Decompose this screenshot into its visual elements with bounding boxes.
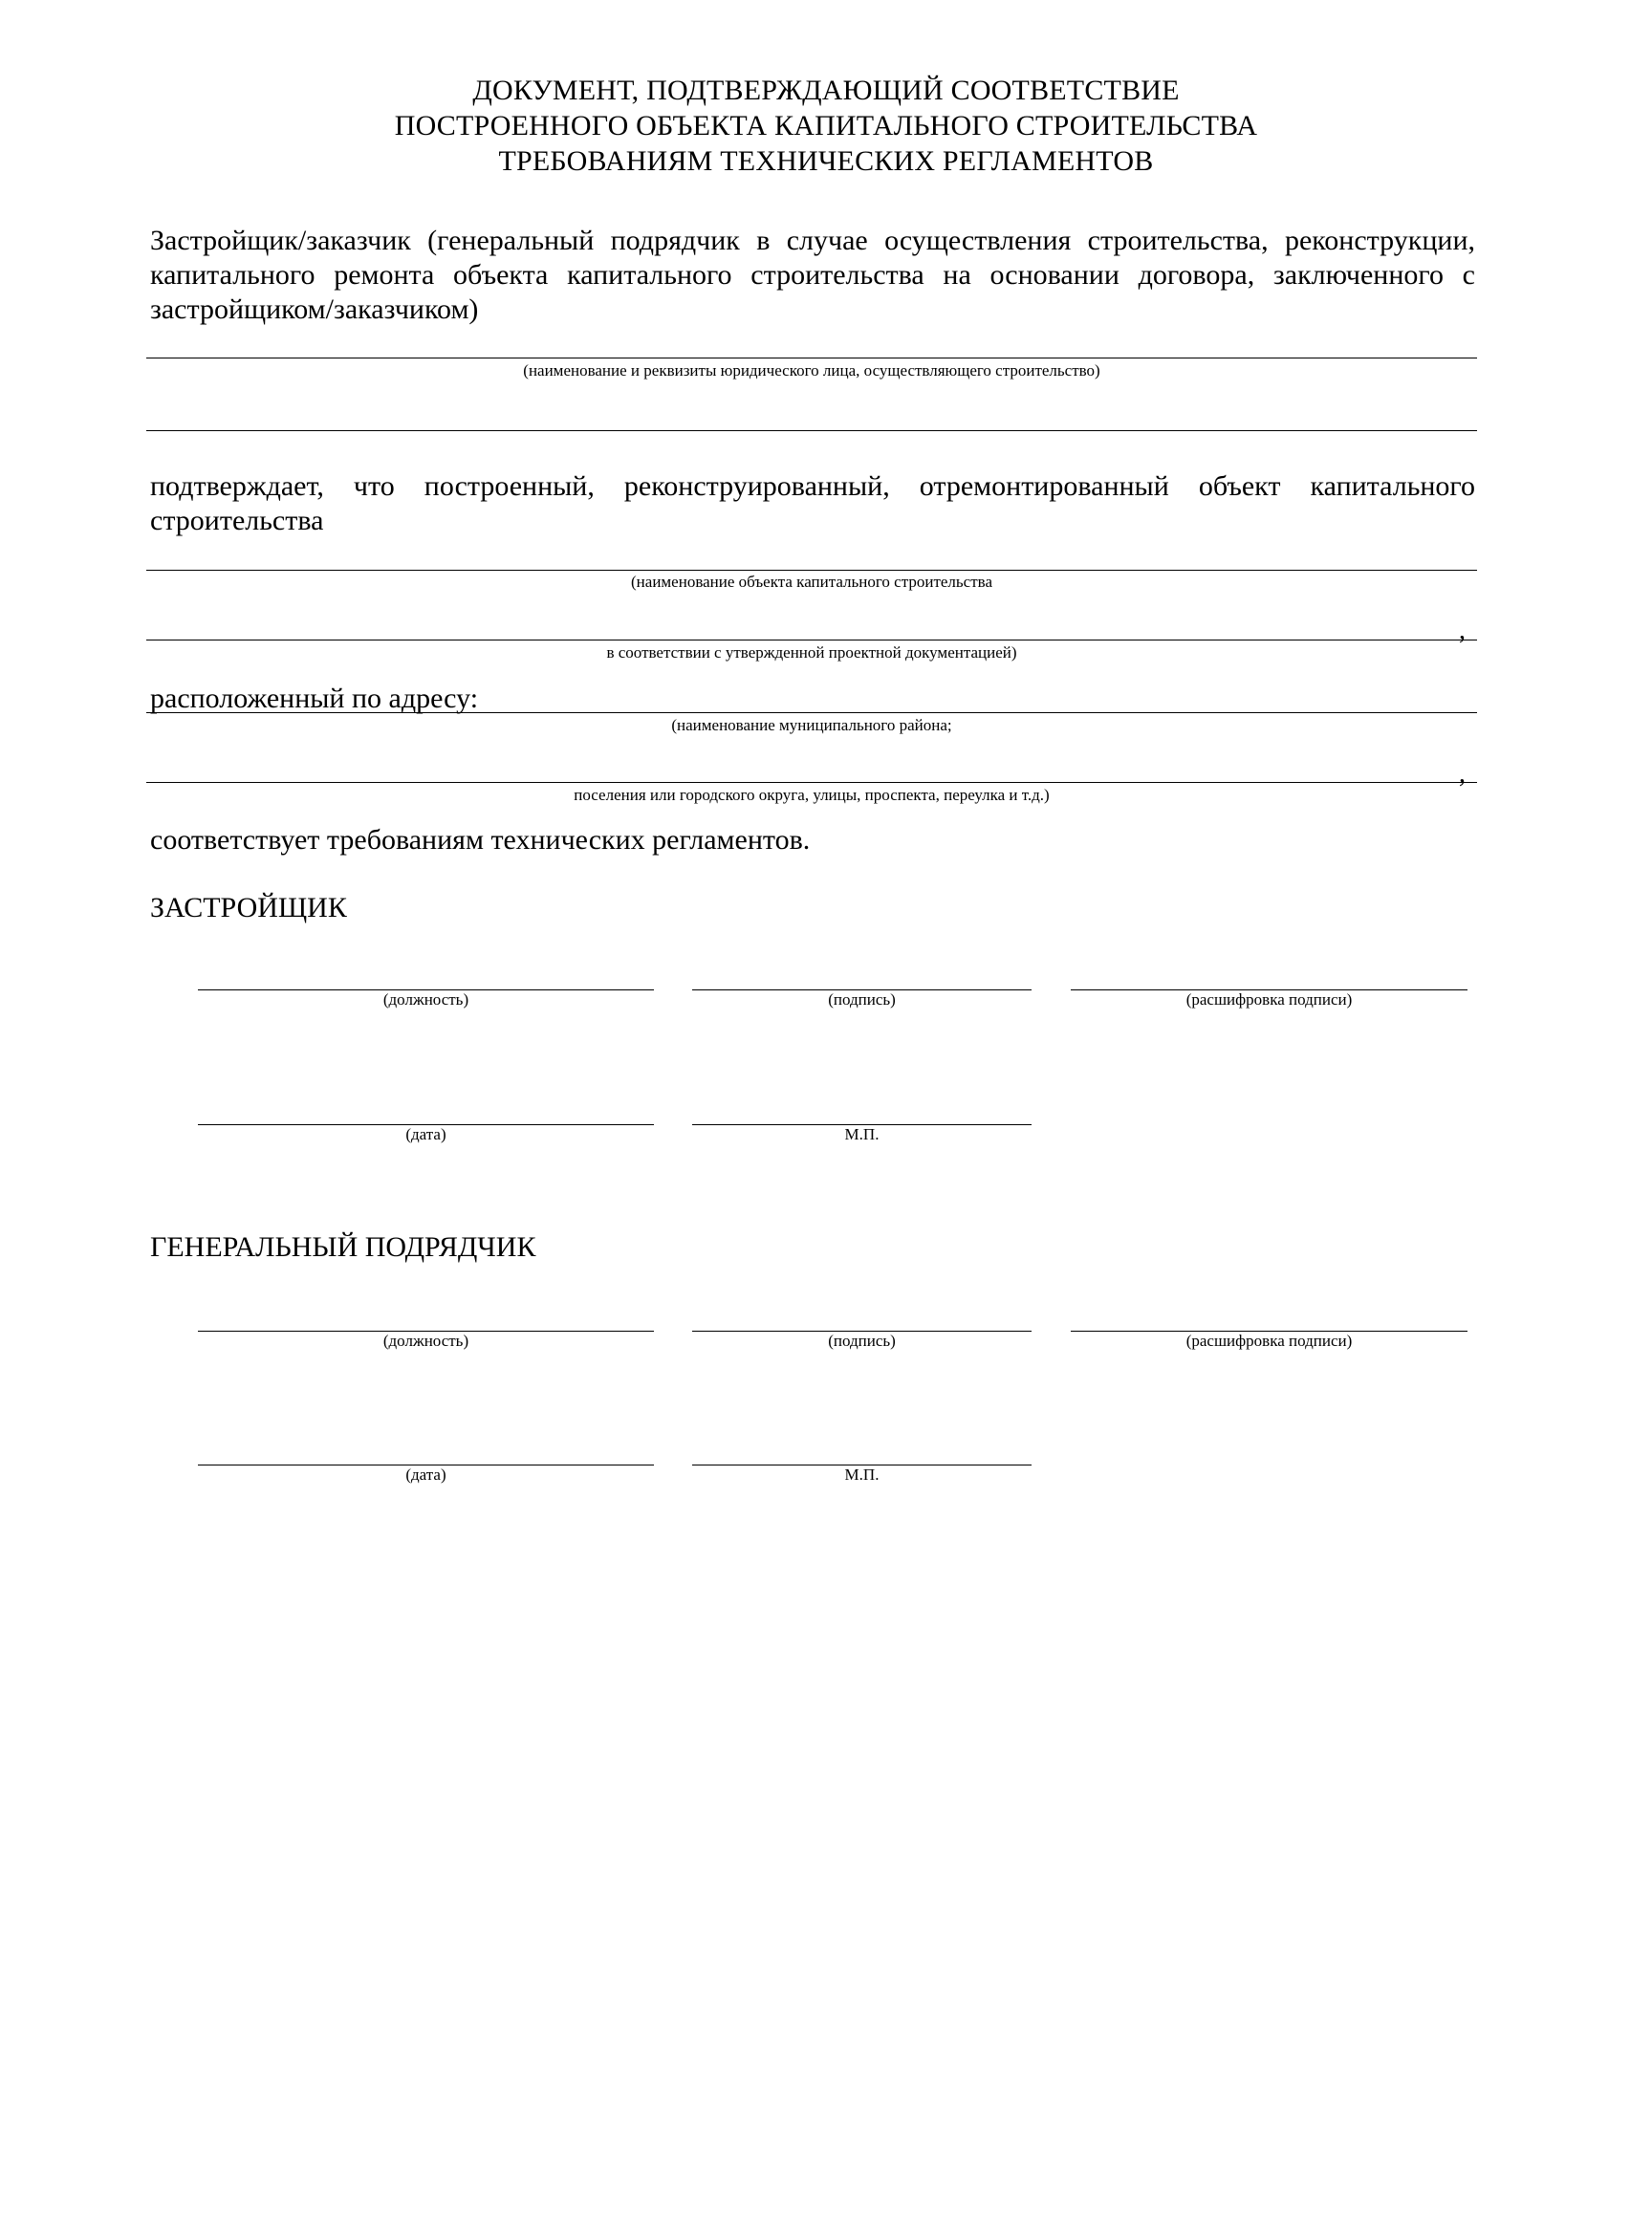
object-name-line[interactable] [146, 570, 1477, 571]
contractor-decoding-caption: (расшифровка подписи) [1185, 1332, 1353, 1350]
contractor-stamp-caption: М.П. [844, 1465, 880, 1484]
builder-stamp-caption: М.П. [844, 1125, 880, 1143]
document-title-line-1: ДОКУМЕНТ, ПОДТВЕРЖДАЮЩИЙ СООТВЕТСТВИЕ [472, 75, 1180, 106]
legal-entity-line-2[interactable] [146, 430, 1477, 431]
contractor-signature-caption: (подпись) [828, 1332, 896, 1350]
address-label: расположенный по адресу: [150, 683, 479, 714]
object-name-caption: (наименование объекта капитального строительства [631, 573, 992, 591]
settlement-caption: поселения или городского округа, улицы, проспекта, переулка и т.д.) [574, 786, 1050, 804]
builder-signature-caption: (подпись) [828, 990, 896, 1009]
confirms-paragraph: подтверждает, что построенный, реконструированный, отремонтированный объект капитального строительства [150, 470, 1475, 536]
builder-date-caption: (дата) [405, 1125, 446, 1143]
settlement-line[interactable] [146, 782, 1477, 783]
builder-position-caption: (должность) [382, 990, 469, 1009]
legal-entity-caption: (наименование и реквизиты юридического лица, осуществляющего строительство) [523, 361, 1100, 380]
contractor-position-caption: (должность) [382, 1332, 469, 1350]
comma-mark-2: , [1459, 759, 1466, 789]
contractor-date-caption: (дата) [405, 1465, 446, 1484]
document-title-line-2: ПОСТРОЕННОГО ОБЪЕКТА КАПИТАЛЬНОГО СТРОИТЕЛЬСТВА [394, 110, 1258, 141]
builder-heading: ЗАСТРОЙЩИК [150, 892, 347, 923]
municipal-caption: (наименование муниципального района; [671, 716, 952, 734]
builder-decoding-caption: (расшифровка подписи) [1185, 990, 1353, 1009]
intro-paragraph: Застройщик/заказчик (генеральный подрядчик в случае осуществления строительства, реконструкции, капитального ремонта объекта капитального строительства на основании договора, заключенного с застройщиком/заказчиком) [150, 225, 1475, 325]
document-title-line-3: ТРЕБОВАНИЯМ ТЕХНИЧЕСКИХ РЕГЛАМЕНТОВ [498, 145, 1154, 177]
conclusion-text: соответствует требованиям технических регламентов. [150, 824, 811, 856]
project-docs-caption: в соответствии с утвержденной проектной документацией) [606, 643, 1017, 662]
address-line[interactable] [146, 712, 1477, 713]
contractor-heading: ГЕНЕРАЛЬНЫЙ ПОДРЯДЧИК [150, 1231, 536, 1263]
comma-mark: , [1459, 616, 1466, 645]
